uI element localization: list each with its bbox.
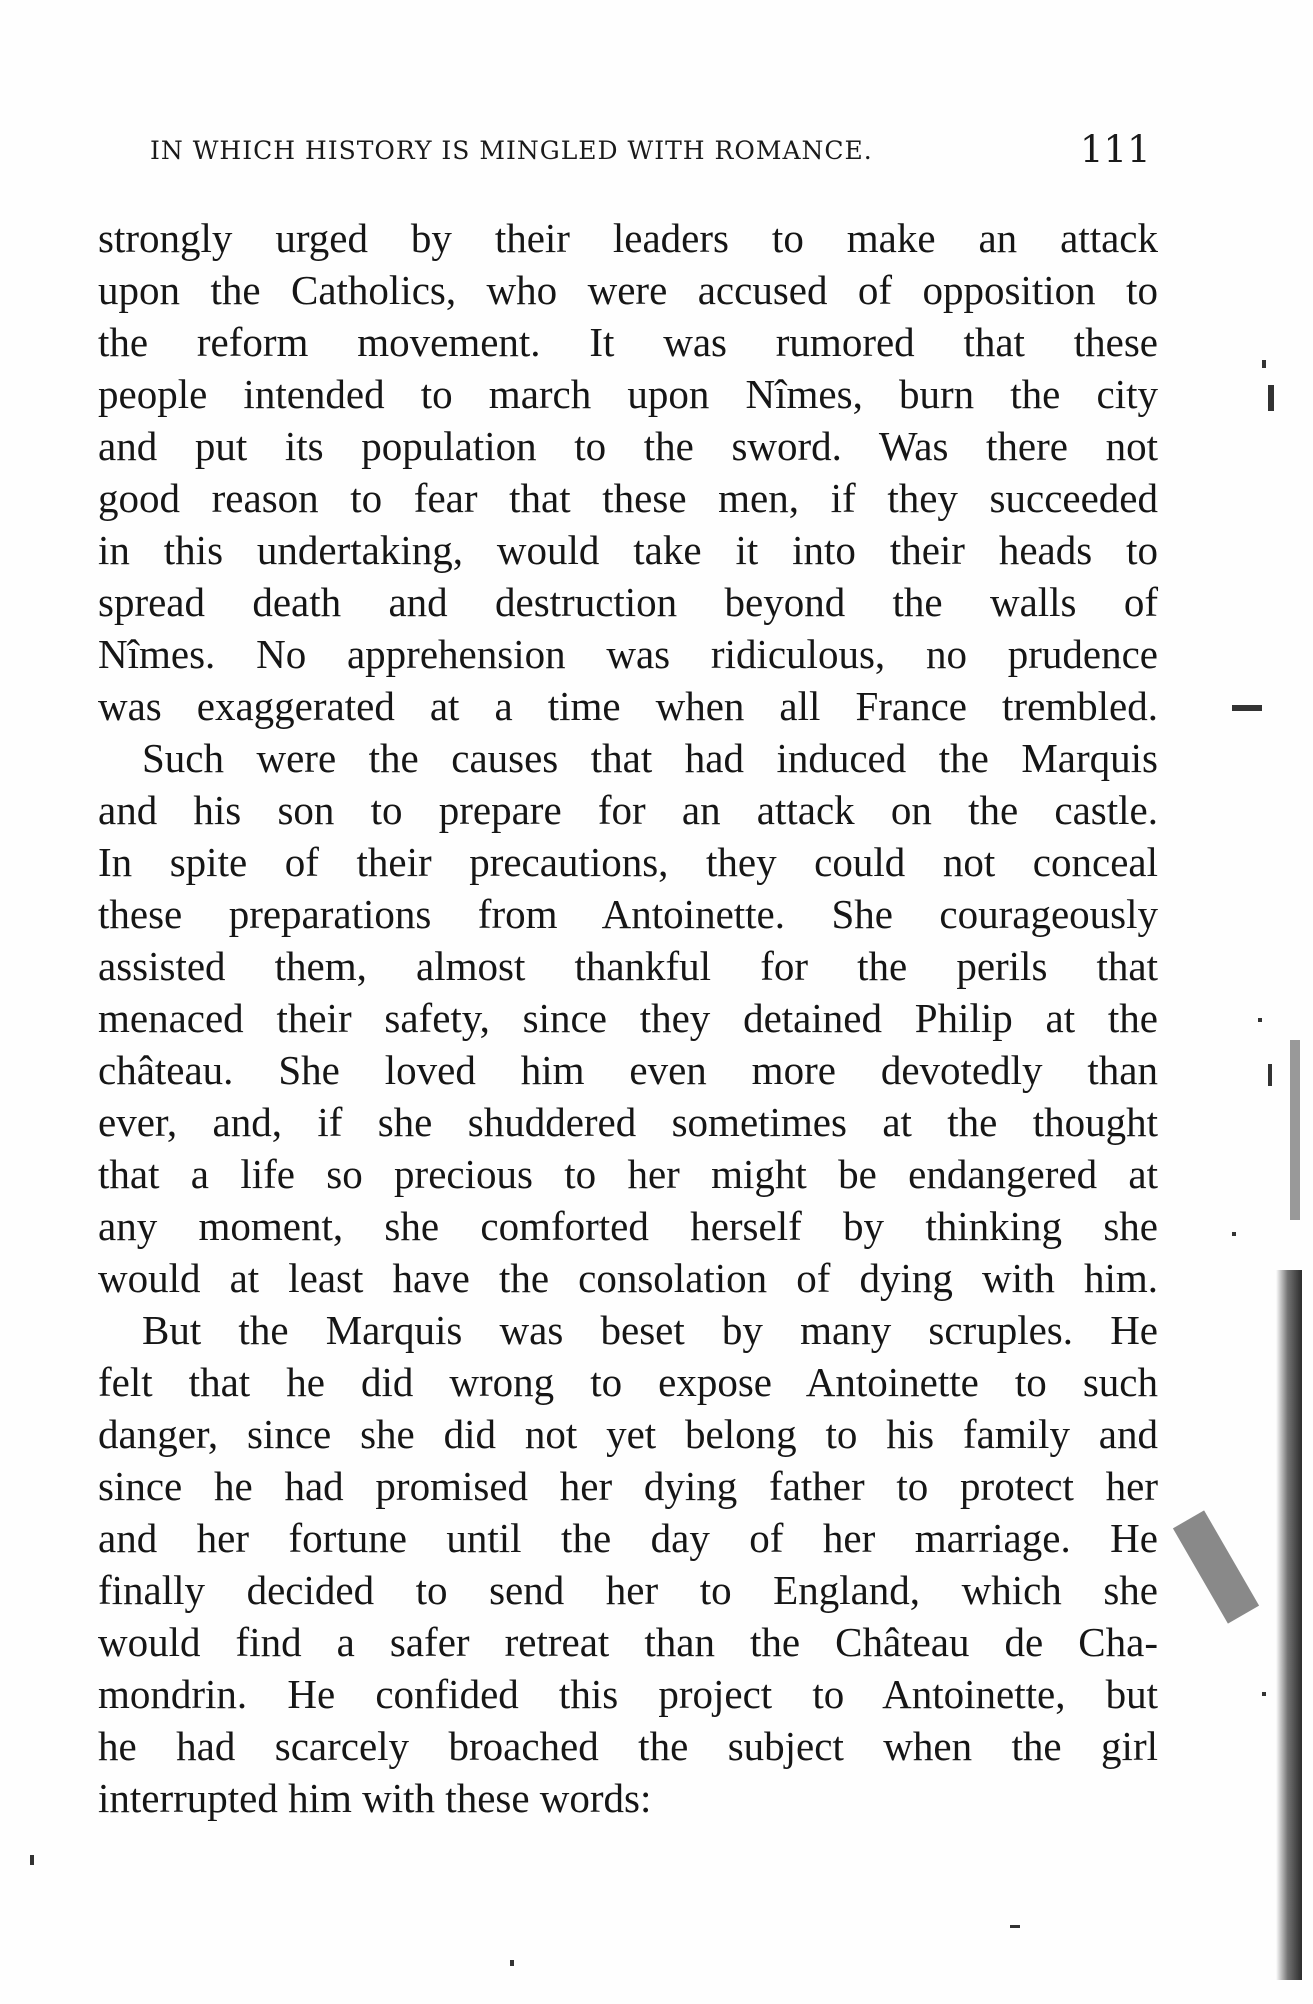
scan-speck	[1262, 1692, 1266, 1696]
text-line: Nîmes. No apprehension was ridiculous, no prudence	[98, 631, 1158, 677]
scan-speck	[1268, 385, 1274, 411]
running-head	[150, 128, 1151, 171]
scan-speck	[1010, 1925, 1020, 1928]
text-line: and her fortune until the day of her marriage. He	[98, 1515, 1158, 1561]
text-line: any moment, she comforted herself by thinking she	[98, 1203, 1158, 1249]
scan-speck	[1268, 1064, 1272, 1086]
scan-smudge	[1173, 1510, 1259, 1623]
text-line: ever, and, if she shuddered sometimes at the thought	[98, 1099, 1158, 1145]
text-line: menaced their safety, since they detained Philip at the	[98, 995, 1158, 1041]
text-line: and his son to prepare for an attack on the castle.	[98, 787, 1158, 833]
text-line: mondrin. He confided this project to Antoinette, but	[98, 1671, 1158, 1717]
running-title: IN WHICH HISTORY IS MINGLED WITH ROMANCE.	[150, 136, 873, 165]
scan-speck	[30, 1855, 34, 1865]
scan-gutter-shadow	[1290, 1040, 1300, 1220]
text-line: upon the Catholics, who were accused of opposition to	[98, 267, 1158, 313]
text-line: felt that he did wrong to expose Antoinette to such	[98, 1359, 1158, 1405]
text-line: in this undertaking, would take it into their heads to	[98, 527, 1158, 573]
scan-speck	[1232, 1232, 1236, 1236]
text-line: good reason to fear that these men, if they succeeded	[98, 475, 1158, 521]
text-line: was exaggerated at a time when all France trembled.	[98, 683, 1158, 729]
scan-speck	[1232, 705, 1262, 711]
text-line: But the Marquis was beset by many scruples. He	[142, 1307, 1158, 1353]
text-line: since he had promised her dying father to protect her	[98, 1463, 1158, 1509]
text-line: would find a safer retreat than the Château de Cha-	[98, 1619, 1158, 1665]
page-number: 111	[1080, 128, 1151, 171]
text-line: assisted them, almost thankful for the perils that	[98, 943, 1158, 989]
text-line: In spite of their precautions, they could not conceal	[98, 839, 1158, 885]
text-line: people intended to march upon Nîmes, burn the city	[98, 371, 1158, 417]
text-line: Such were the causes that had induced the Marquis	[142, 735, 1158, 781]
text-line: the reform movement. It was rumored that these	[98, 319, 1158, 365]
scan-speck	[1258, 1018, 1262, 1022]
scan-speck	[510, 1960, 514, 1966]
text-line: would at least have the consolation of dying with him.	[98, 1255, 1158, 1301]
text-line: that a life so precious to her might be endangered at	[98, 1151, 1158, 1197]
text-line: strongly urged by their leaders to make an attack	[98, 215, 1158, 261]
text-line: and put its population to the sword. Was there not	[98, 423, 1158, 469]
text-line: danger, since she did not yet belong to his family and	[98, 1411, 1158, 1457]
text-line: château. She loved him even more devotedly than	[98, 1047, 1158, 1093]
text-line: these preparations from Antoinette. She courageously	[98, 891, 1158, 937]
text-line: interrupted him with these words:	[98, 1775, 652, 1821]
text-line: finally decided to send her to England, which she	[98, 1567, 1158, 1613]
body-text	[98, 212, 1158, 1824]
scan-gutter-shadow	[1276, 1270, 1302, 1980]
scan-speck	[1262, 360, 1266, 368]
text-line: spread death and destruction beyond the walls of	[98, 579, 1158, 625]
text-line: he had scarcely broached the subject when the girl	[98, 1723, 1158, 1769]
